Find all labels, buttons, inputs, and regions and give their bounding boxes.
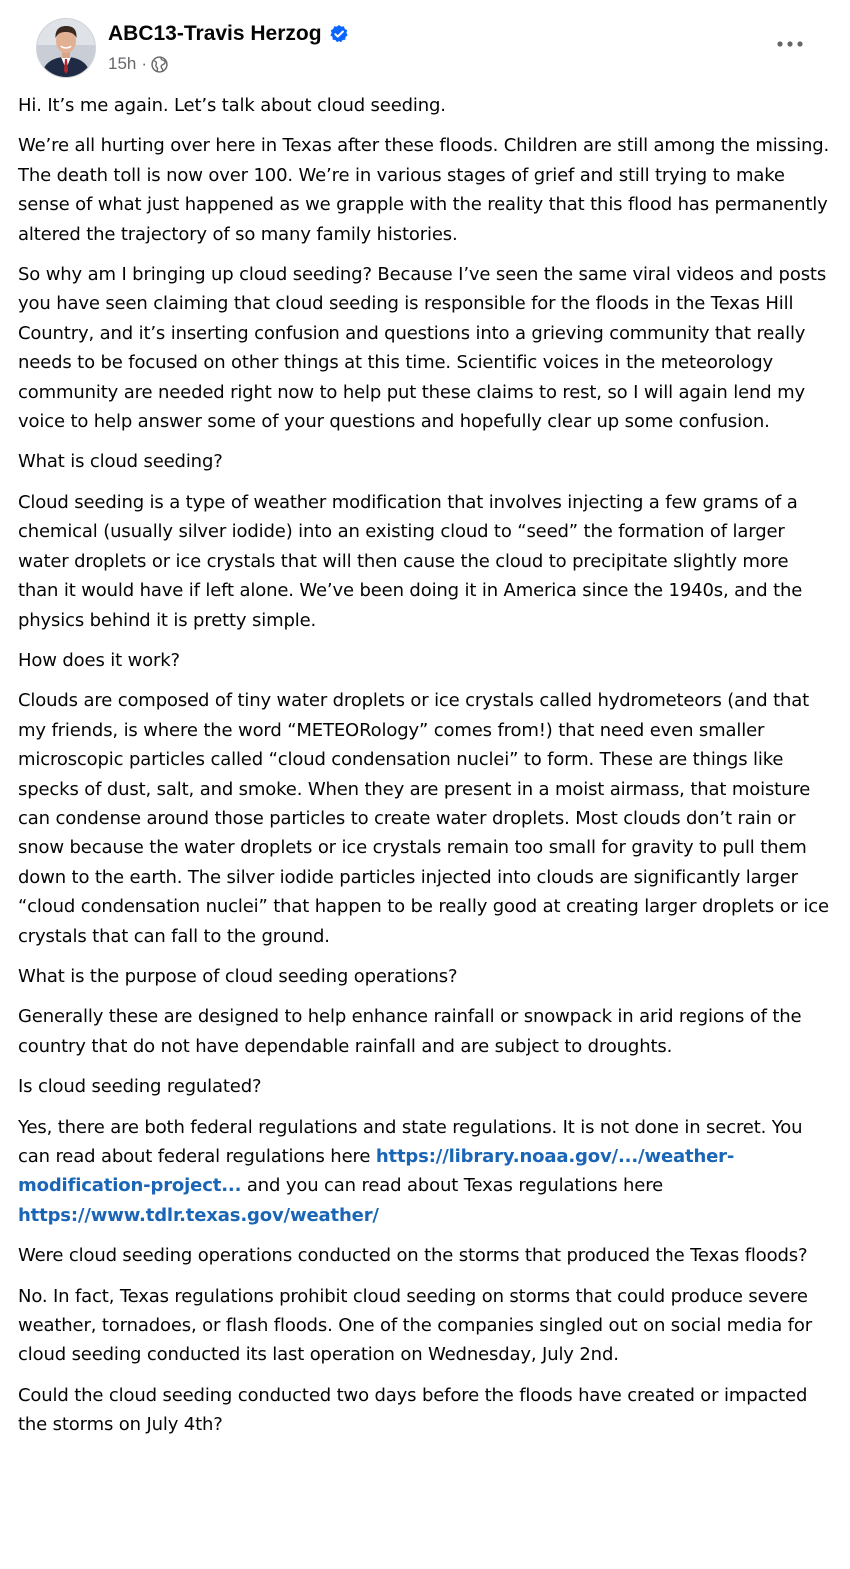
verified-badge-icon [329,24,349,44]
post-paragraph: So why am I bringing up cloud seeding? Because I’ve seen the same viral videos and posts you have seen claiming that cloud seeding is responsible for the floods in the Texas Hill Country, and it’s inserting confusion and questions into a grieving community that really needs to be focused on other things at this time. Scientific voices in the meteorology community are needed right now to help put these claims to rest, so I will again lend my voice to help answer some of your questions and hopefully clear up some confusion. [18,264,827,433]
post-header [18,0,832,86]
post-question: Were cloud seeding operations conducted on the storms that produced the Texas floods? [18,1245,808,1267]
post-timestamp[interactable]: 15h [108,54,137,73]
post-paragraph: Hi. It’s me again. Let’s talk about cloud seeding. [18,95,446,116]
post-question: Is cloud seeding regulated? [18,1076,262,1098]
regulation-paragraph [18,1113,832,1231]
post-question: What is cloud seeding? [18,451,223,473]
post-question: Could the cloud seeding conducted two days before the floods have created or impacted the storms on July 4th? [18,1384,808,1436]
post-paragraph: Clouds are composed of tiny water droplets or ice crystals called hydrometeors (and that my friends, is where the word “METEORology” comes from!) that need even smaller microscopic particles called “cloud condensation nuclei” to form. These are things like specks of dust, salt, and smoke. When they are present in a moist airmass, that moisture can condense around those particles to create water droplets. Most clouds don’t rain or snow because the water droplets or ice crystals remain too small for gravity to pull them down to the earth. The silver iodide particles injected into clouds are significantly larger “cloud condensation nuclei” that happen to be really good at creating larger droplets or ice crystals that can fall to the ground. [18,690,829,947]
post-body [18,91,832,1451]
post-paragraph: No. In fact, Texas regulations prohibit cloud seeding on storms that could produce severe weather, tornadoes, or flash floods. One of the companies singled out on social media for cloud seeding conducted its last operation on Wednesday, July 2nd. [18,1285,812,1366]
post-question: What is the purpose of cloud seeding operations? [18,965,458,987]
author-line [108,20,349,48]
tdlr-regulations-link[interactable]: https://www.tdlr.texas.gov/weather/ [18,1204,379,1226]
regulation-text-1: Yes, there are both federal regulations and state regulations. It is not done in secret. You can read about federal regulations here [18,1116,803,1167]
author-name[interactable]: ABC13-Travis Herzog [108,22,322,45]
author-avatar[interactable] [36,18,96,78]
regulation-text-2: and you can read about Texas regulations here [241,1175,663,1197]
post-paragraph: We’re all hurting over here in Texas after these floods. Children are still among the missing. The death toll is now over 100. We’re in various stages of grief and still trying to make sense of what just happened as we grapple with the reality that this flood has permanently altered the trajectory of so many family histories. [18,135,830,245]
post-paragraph: Cloud seeding is a type of weather modification that involves injecting a few grams of a chemical (usually silver iodide) into an existing cloud to “seed” the formation of larger water droplets or ice crystals that will then cause the cloud to precipitate slightly more than it would have if left alone. We’ve been doing it in America since the 1940s, and the physics behind it is pretty simple. [18,491,803,631]
globe-icon[interactable] [151,56,168,73]
more-options-button[interactable] [774,30,806,58]
more-options-icon [776,40,804,48]
post-paragraph: Generally these are designed to help enhance rainfall or snowpack in arid regions of the country that do not have dependable rainfall and are subject to droughts. [18,1006,802,1057]
meta-separator: · [141,54,148,73]
avatar-portrait-icon [37,19,95,77]
post-question: How does it work? [18,649,180,671]
noaa-regulations-link[interactable]: https://library.noaa.gov/.../weather-modification-project... [18,1146,735,1197]
post-meta [108,53,168,75]
